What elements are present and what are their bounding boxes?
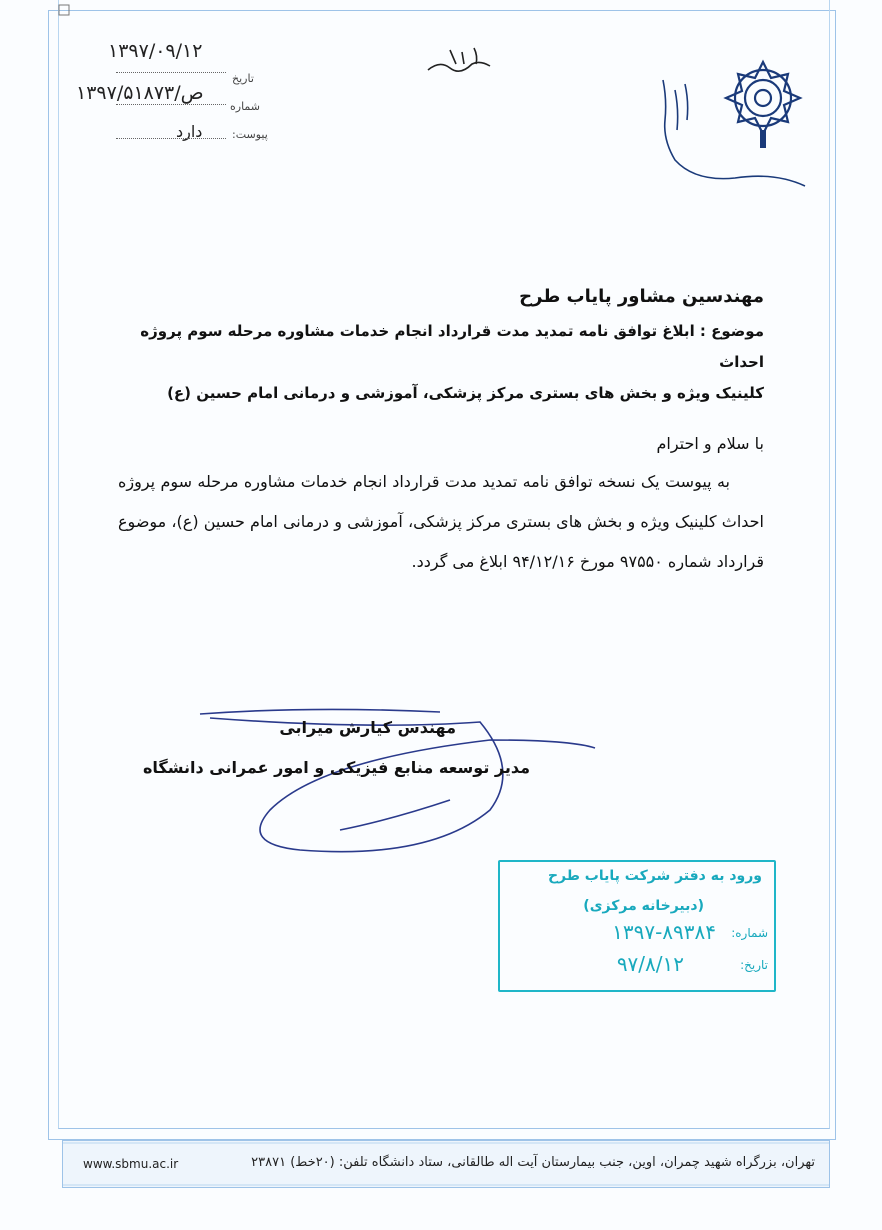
corner-mark-icon <box>58 4 70 16</box>
attachment-value: دارد <box>176 122 203 141</box>
stamp-date-label: تاریخ: <box>740 958 768 972</box>
signer-name: مهندس کیارش میرابی <box>279 718 456 737</box>
stamp-line-2: (دبیرخانه مرکزی) <box>583 898 704 914</box>
footer-address: تهران، بزرگراه شهید چمران، اوین، جنب بیمارستان آیت اله طالقانی، ستاد دانشگاه تلفن: (۲۰خط) ۲۳۸۷۱ <box>251 1155 815 1170</box>
date-dotline <box>116 72 226 73</box>
receipt-stamp <box>498 860 776 992</box>
addressee: مهندسین مشاور پایاب طرح <box>519 286 764 307</box>
stamp-date-value: ۹۷/۸/۱۲ <box>616 952 684 976</box>
number-dotline <box>116 104 226 105</box>
university-name-calligraphy <box>655 60 815 200</box>
signer-title: مدیر توسعه منابع فیزیکی و امور عمرانی دانشگاه <box>142 758 530 777</box>
subject-line-1: موضوع : ابلاغ توافق نامه تمدید مدت قرارداد انجام خدمات مشاوره مرحله سوم پروژه احداث <box>140 322 764 371</box>
bismillah-calligraphy <box>420 40 500 80</box>
stamp-line-1: ورود به دفتر شرکت پایاب طرح <box>547 868 762 884</box>
date-value: ۱۳۹۷/۰۹/۱۲ <box>108 40 203 62</box>
stamp-number-label: شماره: <box>731 926 768 940</box>
salutation: با سلام و احترام <box>656 434 764 453</box>
letter-body: به پیوست یک نسخه توافق نامه تمدید مدت قرارداد انجام خدمات مشاوره مرحله سوم پروژه احداث کلینیک ویژه و بخش های بستری مرکز پزشکی، آموزشی و درمانی امام حسین (ع)، موضوع قرارداد شماره ۹۷۵۵۰ مورخ ۹۴/۱۲/۱۶ ابلاغ می گردد. <box>118 472 764 571</box>
subject-line-2: کلینیک ویژه و بخش های بستری مرکز پزشکی، آموزشی و درمانی امام حسین (ع) <box>167 384 764 402</box>
attachment-dotline <box>116 138 226 139</box>
date-label: تاریخ <box>232 72 254 85</box>
stamp-number-value: ۱۳۹۷-۸۹۳۸۴ <box>612 920 716 944</box>
number-label: شماره <box>230 100 261 113</box>
footer-website: www.sbmu.ac.ir <box>83 1157 179 1171</box>
attachment-label: پیوست: <box>232 128 268 141</box>
subject <box>118 316 764 409</box>
footer-bar <box>62 1140 830 1188</box>
number-value: ۱۳۹۷/ص/۵۱۸۷۳ <box>76 82 204 104</box>
